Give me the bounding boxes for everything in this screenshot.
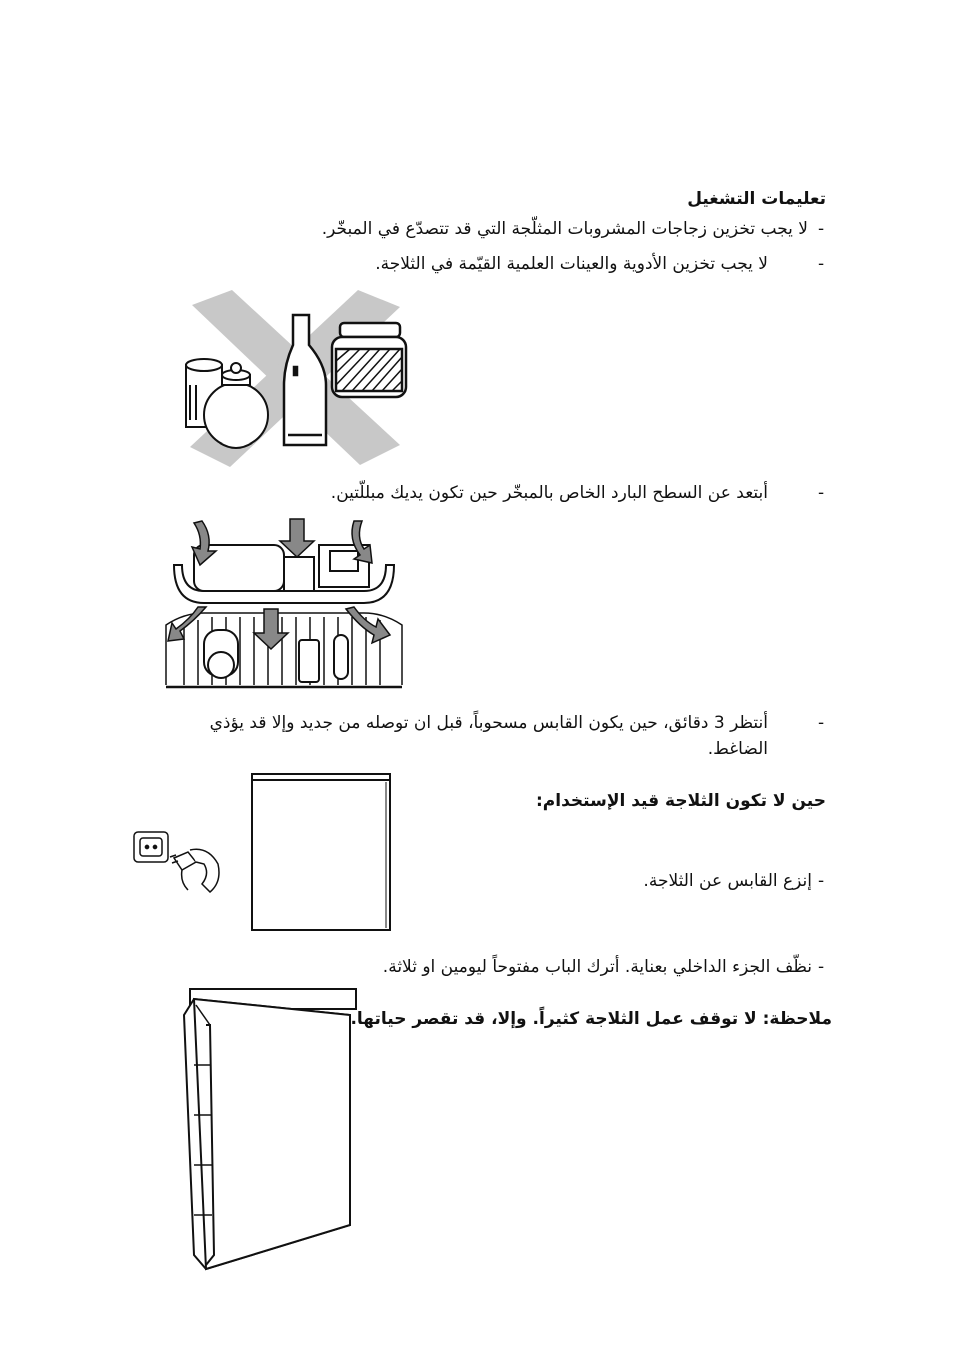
instruction-item-4-line-2: الضاغط. bbox=[707, 739, 768, 759]
bullet-dash: - bbox=[818, 871, 825, 891]
instruction-item-2: لا يجب تخزين الأدوية والعينات العلمية القيّمة في الثلاجة. bbox=[375, 254, 768, 274]
instruction-item-6: نظّف الجزء الداخلي بعناية. أترك الباب مفتوحاً ليومين او ثلاثة. bbox=[382, 957, 812, 977]
bullet-dash: - bbox=[818, 957, 825, 977]
heading-not-in-use: حين لا تكون الثلاجة قيد الإستخدام: bbox=[536, 791, 826, 811]
plug-hand-icon bbox=[170, 849, 219, 892]
glass-jar-icon bbox=[332, 323, 406, 397]
bullet-dash: - bbox=[818, 713, 825, 733]
heading-operation-instructions: تعليمات التشغيل bbox=[687, 189, 826, 209]
bullet-dash: - bbox=[818, 219, 825, 239]
evaporator-airflow-illustration bbox=[164, 515, 404, 695]
instruction-item-1: لا يجب تخزين زجاجات المشروبات المثلّجة التي قد تتصدّع في المبخّر. bbox=[321, 219, 808, 239]
note-text: ملاحظة: لا توقف عمل الثلاجة كثيراً. وإلا، قد تقصر حياتها. bbox=[350, 1009, 832, 1029]
prohibited-items-illustration bbox=[180, 285, 410, 475]
unplug-illustration bbox=[130, 828, 230, 898]
refrigerator-closed-icon bbox=[250, 772, 392, 932]
bullet-dash: - bbox=[818, 483, 825, 503]
wall-socket-icon bbox=[134, 832, 168, 862]
instruction-item-5: إنزع القابس عن الثلاجة. bbox=[643, 871, 812, 891]
instruction-item-4-line-1: أنتظر 3 دقائق، حين يكون القابس مسحوباً، قبل ان توصله من جديد وإلا قد يؤذي bbox=[209, 713, 768, 733]
refrigerator-open-door-icon bbox=[180, 985, 360, 1270]
instruction-item-3: أبتعد عن السطح البارد الخاص بالمبخّر حين تكون يديك مبللّتين. bbox=[330, 483, 768, 503]
bullet-dash: - bbox=[818, 254, 825, 274]
